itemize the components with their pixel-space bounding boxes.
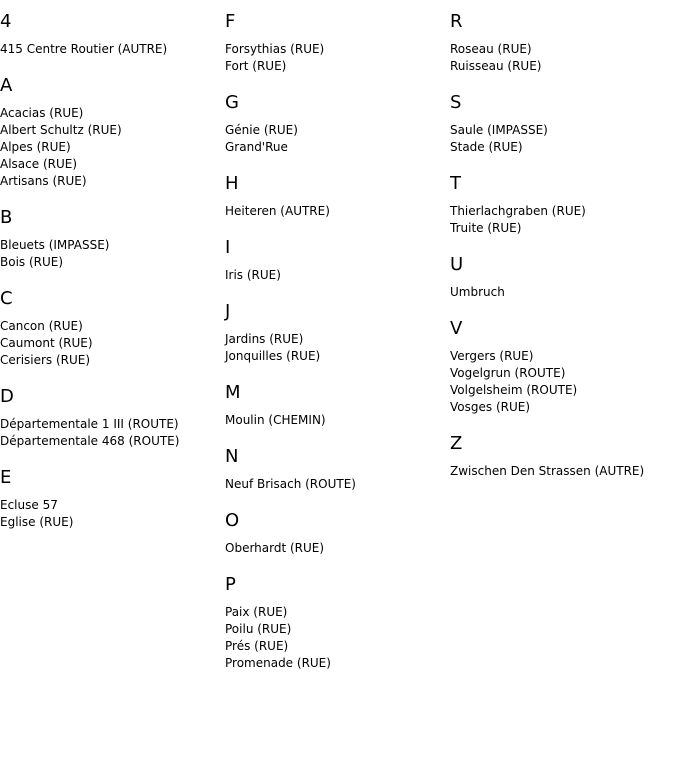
letter-heading: J	[225, 301, 231, 322]
street-list	[225, 604, 445, 672]
street-index-column-2	[225, 11, 445, 689]
street-link[interactable]: Saule (IMPASSE)	[450, 123, 548, 137]
street-link[interactable]: Eglise (RUE)	[0, 515, 74, 529]
street-link[interactable]: Volgelsheim (ROUTE)	[450, 383, 578, 397]
street-link[interactable]: Paix (RUE)	[225, 605, 288, 619]
street-link[interactable]: Oberhardt (RUE)	[225, 541, 325, 555]
letter-group	[225, 11, 445, 75]
street-list	[225, 122, 445, 156]
street-list	[225, 412, 445, 429]
letter-group	[450, 173, 675, 237]
street-list	[225, 476, 445, 493]
street-link[interactable]: Iris (RUE)	[225, 268, 281, 282]
street-list	[0, 497, 220, 531]
letter-group	[225, 92, 445, 156]
street-link[interactable]: Promenade (RUE)	[225, 656, 331, 670]
letter-heading: R	[450, 11, 463, 32]
street-link[interactable]: Truite (RUE)	[450, 221, 522, 235]
letter-heading: T	[450, 173, 461, 194]
street-link[interactable]: Neuf Brisach (ROUTE)	[225, 477, 356, 491]
letter-heading: M	[225, 382, 241, 403]
street-index-column-3	[450, 11, 675, 497]
street-link[interactable]: Acacias (RUE)	[0, 106, 84, 120]
letter-heading: B	[0, 207, 13, 228]
street-link[interactable]: Grand'Rue	[225, 140, 288, 154]
letter-group	[450, 318, 675, 416]
letter-heading: G	[225, 92, 239, 113]
street-link[interactable]: Jardins (RUE)	[225, 332, 304, 346]
letter-group	[0, 467, 220, 531]
letter-group	[450, 433, 675, 480]
street-link[interactable]: Alpes (RUE)	[0, 140, 71, 154]
letter-group	[225, 173, 445, 220]
letter-heading: U	[450, 254, 464, 275]
street-link[interactable]: Poilu (RUE)	[225, 622, 292, 636]
letter-group	[450, 254, 675, 301]
street-list	[225, 540, 445, 557]
street-link[interactable]: Cancon (RUE)	[0, 319, 83, 333]
letter-group	[0, 386, 220, 450]
street-list	[450, 348, 675, 416]
letter-heading: A	[0, 75, 13, 96]
letter-group	[225, 382, 445, 429]
street-link[interactable]: Prés (RUE)	[225, 639, 289, 653]
letter-heading: 4	[0, 11, 12, 32]
street-link[interactable]: Moulin (CHEMIN)	[225, 413, 326, 427]
street-link[interactable]: Vergers (RUE)	[450, 349, 534, 363]
street-link[interactable]: Stade (RUE)	[450, 140, 523, 154]
street-list	[0, 41, 220, 58]
letter-heading: F	[225, 11, 236, 32]
street-link[interactable]: Vosges (RUE)	[450, 400, 531, 414]
letter-group	[225, 237, 445, 284]
street-link[interactable]: Départementale 468 (ROUTE)	[0, 434, 180, 448]
street-link[interactable]: Thierlachgraben (RUE)	[450, 204, 586, 218]
street-list	[225, 331, 445, 365]
street-link[interactable]: Albert Schultz (RUE)	[0, 123, 122, 137]
street-link[interactable]: Caumont (RUE)	[0, 336, 93, 350]
letter-group	[0, 288, 220, 369]
street-list	[0, 237, 220, 271]
letter-group	[450, 11, 675, 75]
street-link[interactable]: Fort (RUE)	[225, 59, 287, 73]
street-link[interactable]: Artisans (RUE)	[0, 174, 87, 188]
street-link[interactable]: Zwischen Den Strassen (AUTRE)	[450, 464, 645, 478]
street-list	[0, 105, 220, 190]
letter-heading: D	[0, 386, 14, 407]
street-list	[225, 203, 445, 220]
street-link[interactable]: Heiteren (AUTRE)	[225, 204, 330, 218]
letter-heading: O	[225, 510, 240, 531]
street-list	[0, 416, 220, 450]
street-link[interactable]: Cerisiers (RUE)	[0, 353, 91, 367]
letter-group	[0, 75, 220, 190]
letter-group	[225, 301, 445, 365]
street-link[interactable]: Roseau (RUE)	[450, 42, 532, 56]
letter-heading: Z	[450, 433, 463, 454]
street-link[interactable]: Umbruch	[450, 285, 505, 299]
street-list	[0, 318, 220, 369]
letter-group	[450, 92, 675, 156]
street-link[interactable]: 415 Centre Routier (AUTRE)	[0, 42, 168, 56]
letter-group	[225, 510, 445, 557]
street-link[interactable]: Départementale 1 III (ROUTE)	[0, 417, 179, 431]
letter-group	[0, 207, 220, 271]
street-link[interactable]: Jonquilles (RUE)	[225, 349, 321, 363]
street-index-column-1	[0, 11, 220, 548]
street-link[interactable]: Ecluse 57	[0, 498, 58, 512]
letter-group	[225, 446, 445, 493]
letter-group	[0, 11, 220, 58]
street-link[interactable]: Vogelgrun (ROUTE)	[450, 366, 566, 380]
street-link[interactable]: Forsythias (RUE)	[225, 42, 325, 56]
letter-heading: V	[450, 318, 463, 339]
letter-heading: H	[225, 173, 239, 194]
letter-heading: N	[225, 446, 239, 467]
letter-heading: C	[0, 288, 13, 309]
letter-heading: S	[450, 92, 462, 113]
street-list	[450, 41, 675, 75]
letter-heading: E	[0, 467, 12, 488]
street-list	[450, 122, 675, 156]
street-link[interactable]: Génie (RUE)	[225, 123, 298, 137]
street-list	[225, 267, 445, 284]
letter-heading: I	[225, 237, 231, 258]
street-list	[450, 284, 675, 301]
letter-heading: P	[225, 574, 236, 595]
street-link[interactable]: Alsace (RUE)	[0, 157, 78, 171]
street-list	[450, 463, 675, 480]
street-list	[450, 203, 675, 237]
street-link[interactable]: Bois (RUE)	[0, 255, 64, 269]
letter-group	[225, 574, 445, 672]
street-link[interactable]: Ruisseau (RUE)	[450, 59, 542, 73]
street-link[interactable]: Bleuets (IMPASSE)	[0, 238, 110, 252]
street-list	[225, 41, 445, 75]
